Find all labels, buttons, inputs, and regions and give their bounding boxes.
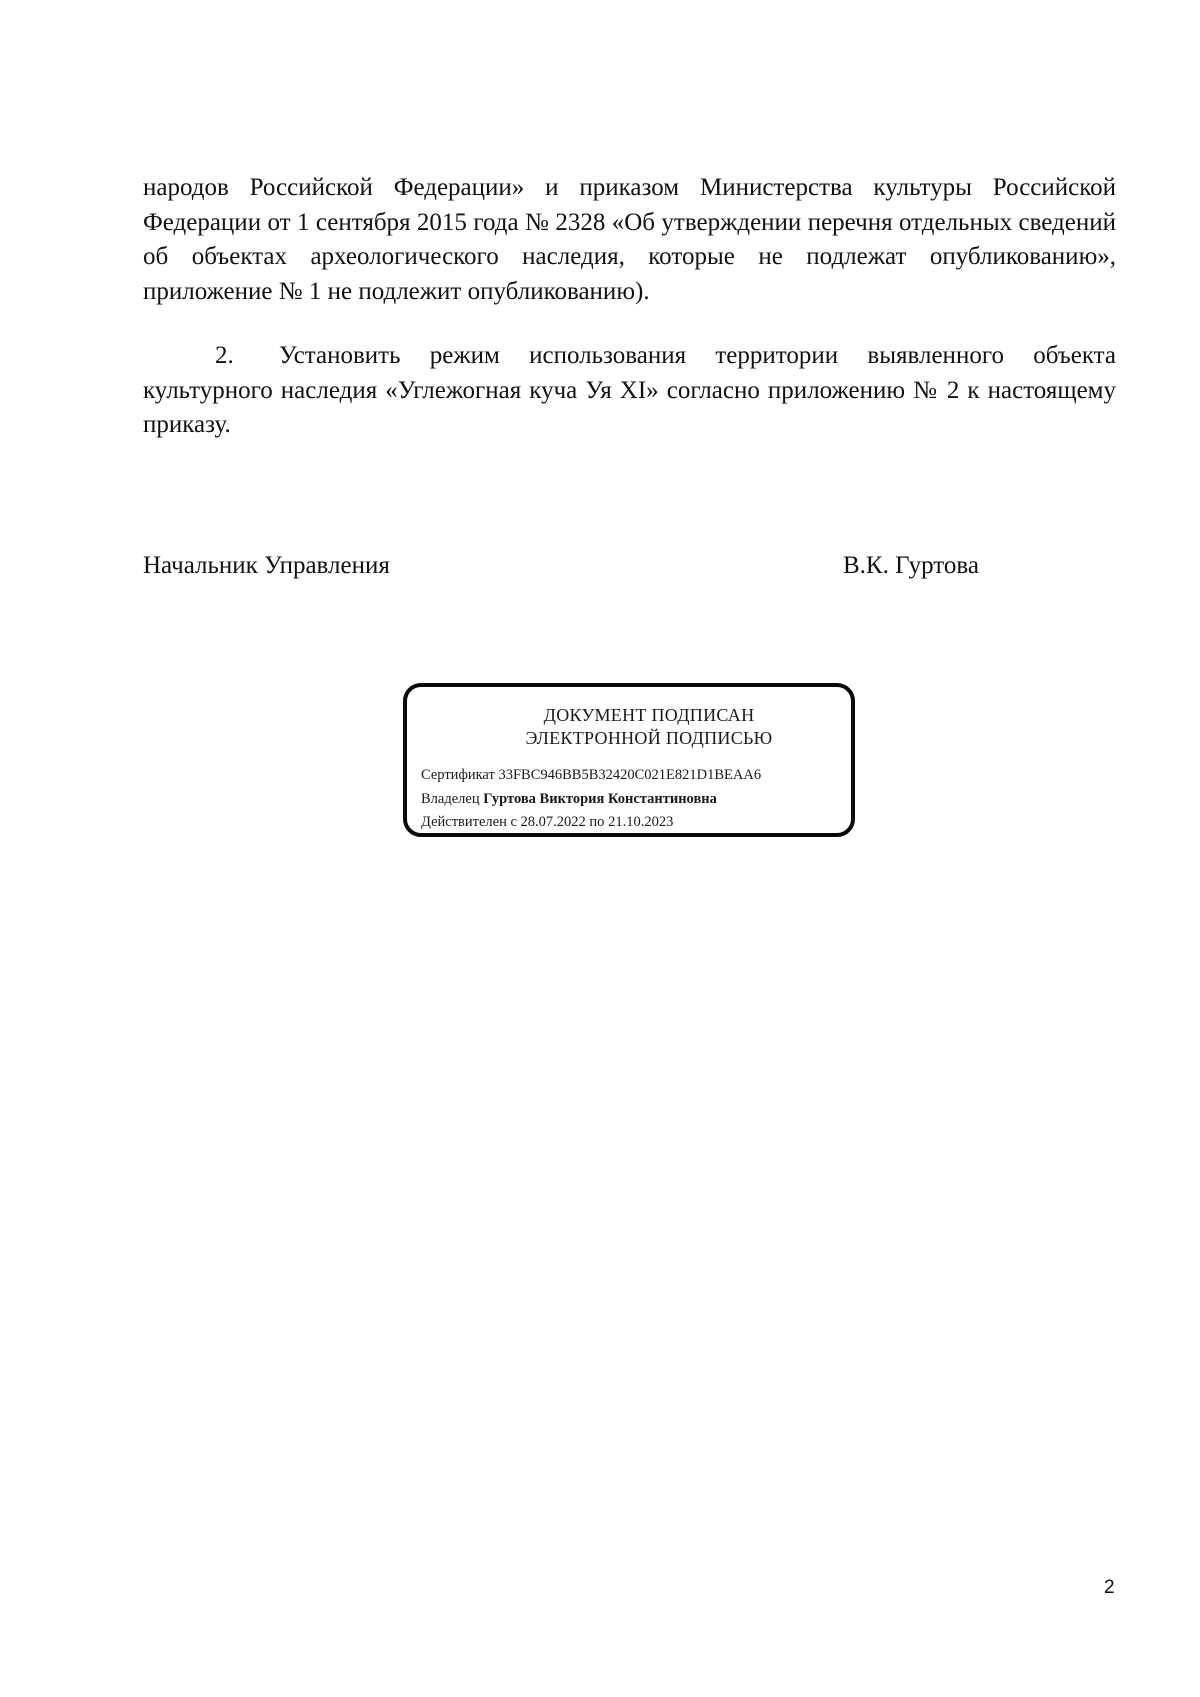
valid-to-label: по <box>589 814 605 830</box>
signatory-position: Начальник Управления <box>143 552 390 579</box>
paragraph-continuation: народов Российской Федерации» и приказом Министерства культуры Российской Федерации от 1 сентября 2015 года № 2328 «Об утверждении перечня отдельных сведений об объектах археологического наследия, которые не подлежат опубликованию», приложение № 1 не подлежит опубликованию). <box>143 174 1116 305</box>
certificate-label: Сертификат <box>421 767 495 783</box>
stamp-title-line-2: ЭЛЕКТРОННОЙ ПОДПИСЬЮ <box>525 728 773 748</box>
signatory-name: В.К. Гуртова <box>843 552 979 579</box>
owner-value: Гуртова Виктория Константиновна <box>483 791 717 807</box>
paragraph-item-2 <box>143 339 1116 443</box>
stamp-certificate <box>421 766 761 784</box>
page-number: 2 <box>1104 1577 1115 1598</box>
valid-to-date: 21.10.2023 <box>608 814 674 830</box>
owner-label: Владелец <box>421 791 480 807</box>
electronic-signature-stamp <box>403 683 855 837</box>
stamp-title-line-1: ДОКУМЕНТ ПОДПИСАН <box>543 705 755 725</box>
item-text: Установить режим использования территории выявленного объекта культурного наследия «Углежогная куча Уя XI» согласно приложению № 2 к настоящему приказу. <box>143 342 1116 438</box>
stamp-validity <box>421 813 673 831</box>
item-number: 2. <box>215 342 234 369</box>
certificate-value: 33FBC946BB5B32420C021E821D1BEAA6 <box>498 767 762 783</box>
stamp-owner <box>421 790 717 808</box>
valid-from-date: 28.07.2022 <box>520 814 586 830</box>
valid-from-label: Действителен с <box>421 814 517 830</box>
